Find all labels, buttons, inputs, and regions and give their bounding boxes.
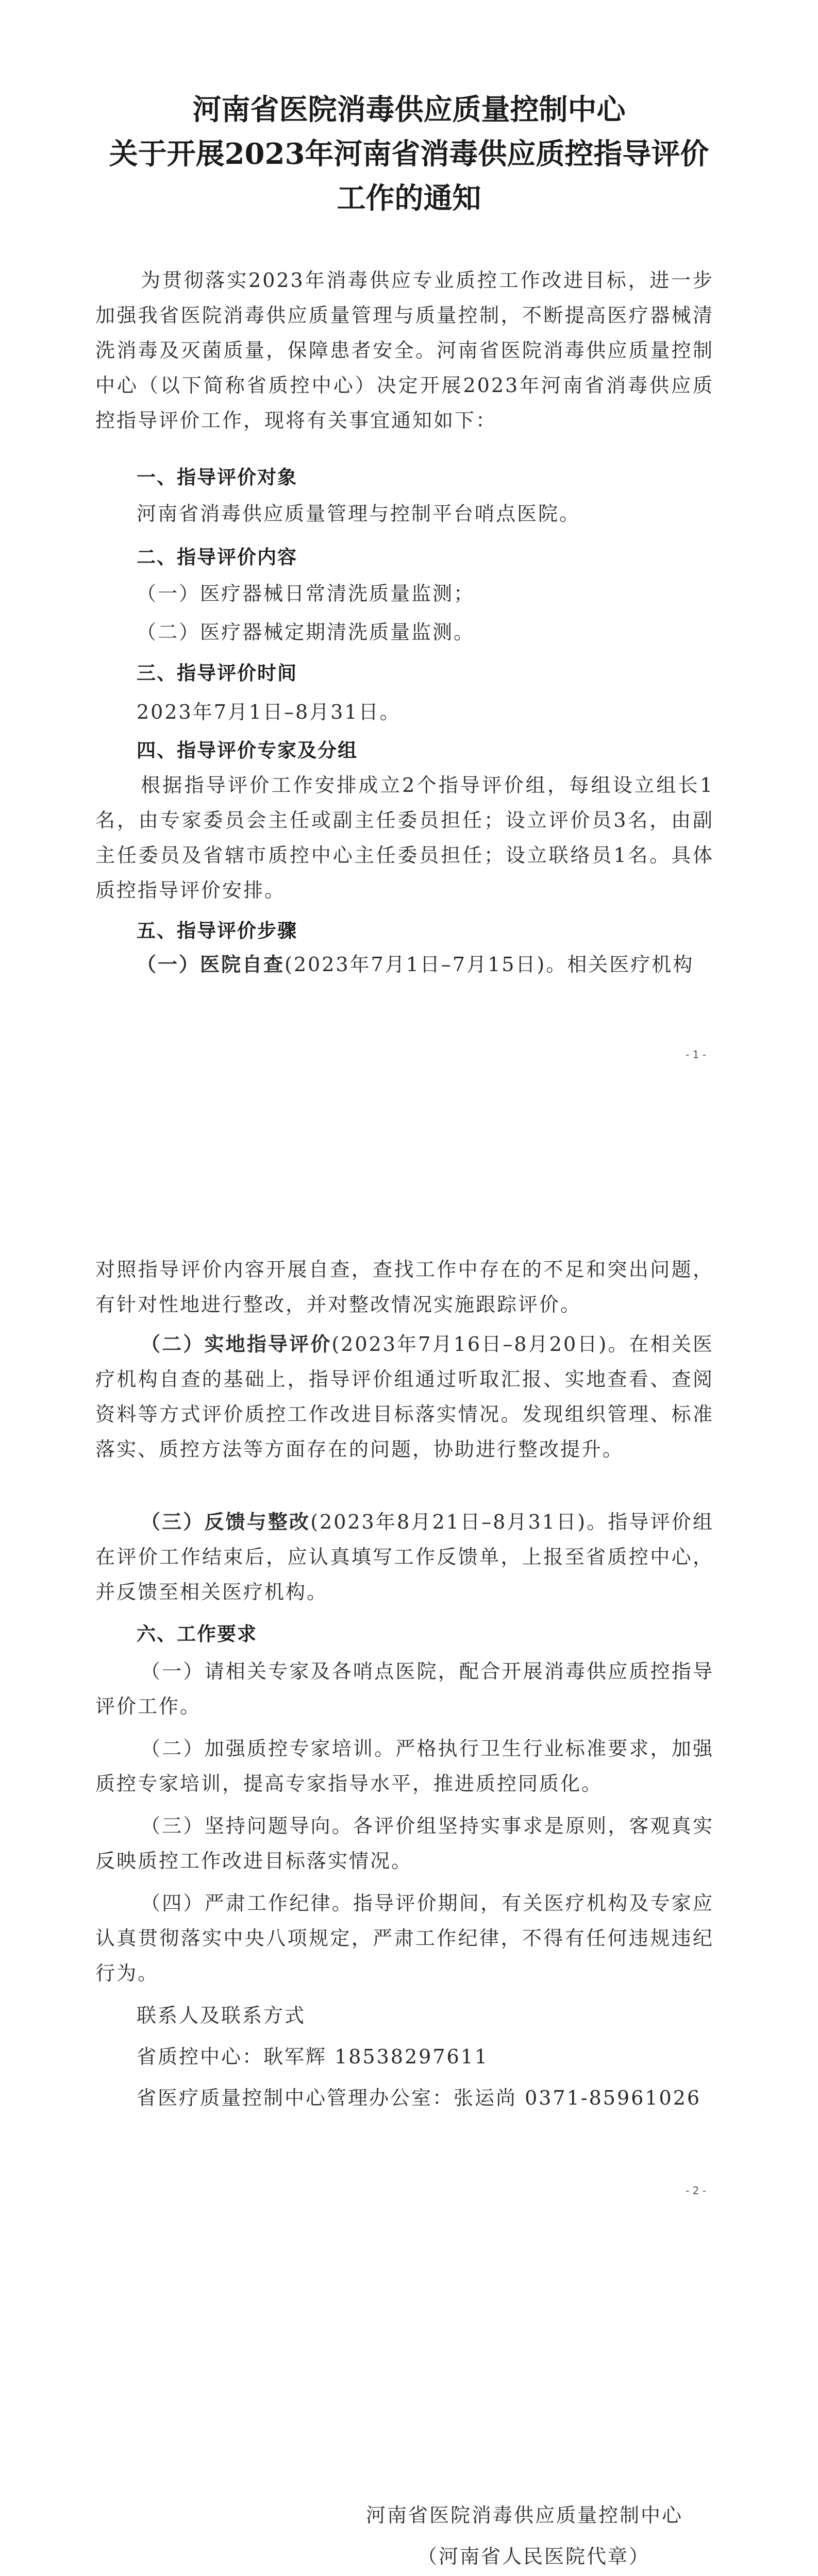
- section-4-text: 根据指导评价工作安排成立2个指导评价组，每组设立组长1名，由专家委员会主任或副主任委员担任；设立评价员3名，由副主任委员及省辖市质控中心主任委员担任；设立联络员1名。具体质控指导评价安排。: [95, 774, 714, 902]
- section-1-heading: 一、指导评价对象: [137, 466, 297, 488]
- section-5-step-1-continued: 对照指导评价内容开展自查，查找工作中存在的不足和突出问题，有针对性地进行整改，并对整改情况实施跟踪评价。: [95, 1258, 714, 1316]
- section-6-item-2: （二）加强质控专家培训。严格执行卫生行业标准要求，加强质控专家培训，提高专家指导水平，推进质控同质化。: [95, 1737, 714, 1795]
- step-2-label: （二）实地指导评价: [141, 1333, 332, 1355]
- title-line-2: 关于开展2023年河南省消毒供应质控指导评价: [109, 137, 709, 171]
- page-number: - 2 -: [686, 2184, 706, 2197]
- document-page-2: [0, 1108, 818, 2293]
- contact-line-2: 省医疗质量控制中心管理办公室：张运尚 0371-85961026: [137, 2087, 702, 2109]
- section-1-text: 河南省消毒供应质量管理与控制平台哨点医院。: [137, 502, 581, 525]
- step-1-label: （一）医院自查: [137, 953, 285, 976]
- step-3-label: （三）反馈与整改: [141, 1511, 311, 1533]
- section-2-heading: 二、指导评价内容: [137, 546, 297, 568]
- section-5-step-3: [95, 1504, 714, 1609]
- section-5-heading: 五、指导评价步骤: [137, 920, 297, 942]
- section-6-heading: 六、工作要求: [137, 1623, 257, 1645]
- document-page-1: [0, 0, 818, 1108]
- section-6-item-3: （三）坚持问题导向。各评价组坚持实事求是原则，客观真实反映质控工作改进目标落实情况。: [95, 1815, 714, 1872]
- section-3-heading: 三、指导评价时间: [137, 662, 297, 684]
- intro-paragraph: 为贯彻落实2023年消毒供应专业质控工作改进目标，进一步加强我省医院消毒供应质量管理与质量控制，不断提高医疗器械清洗消毒及灭菌质量，保障患者安全。河南省医院消毒供应质量控制中心（以下简称省质控中心）决定开展2023年河南省消毒供应质控指导评价工作，现将有关事宜通知如下：: [95, 269, 714, 432]
- section-4-heading: 四、指导评价专家及分组: [137, 739, 358, 761]
- page-number: - 1 -: [686, 1048, 706, 1061]
- contact-line-1: 省质控中心：耿军辉 18538297611: [137, 2045, 489, 2068]
- title-line-3: 工作的通知: [337, 181, 481, 215]
- step-3-text: (2023年8月21日–8月31日)。指导评价组在评价工作结束后，应认真填写工作反馈单，上报至省质控中心，并反馈至相关医疗机构。: [95, 1511, 714, 1603]
- signature-proxy-seal: （河南省人民医院代章）: [418, 2545, 650, 2568]
- section-6-item-4: （四）严肃工作纪律。指导评价期间，有关医疗机构及专家应认真贯彻落实中央八项规定，严肃工作纪律，不得有任何违规违纪行为。: [95, 1892, 714, 1985]
- section-5-step-1-line: [137, 948, 694, 981]
- section-5-step-2: [95, 1327, 714, 1467]
- section-2-item-2: （二）医疗器械定期清洗质量监测。: [137, 621, 475, 643]
- step-1-text-a: (2023年7月1日–7月15日)。相关医疗机构: [285, 953, 694, 976]
- step-2-text: (2023年7月16日–8月20日)。在相关医疗机构自查的基础上，指导评价组通过听取汇报、实地查看、查阅资料等方式评价质控工作改进目标落实情况。发现组织管理、标准落实、质控方法等方面存在的问题，协助进行整改提升。: [95, 1333, 714, 1461]
- title-line-1: 河南省医院消毒供应质量控制中心: [192, 93, 626, 127]
- document-title: [0, 88, 818, 221]
- section-6-item-1: （一）请相关专家及各哨点医院，配合开展消毒供应质控指导评价工作。: [95, 1660, 714, 1718]
- document-page-3: [0, 2293, 818, 2576]
- contact-heading: 联系人及联系方式: [137, 2004, 306, 2027]
- section-2-item-1: （一）医疗器械日常清洗质量监测；: [137, 582, 475, 605]
- signature-organization: 河南省医院消毒供应质量控制中心: [366, 2504, 683, 2527]
- section-3-text: 2023年7月1日–8月31日。: [137, 701, 401, 723]
